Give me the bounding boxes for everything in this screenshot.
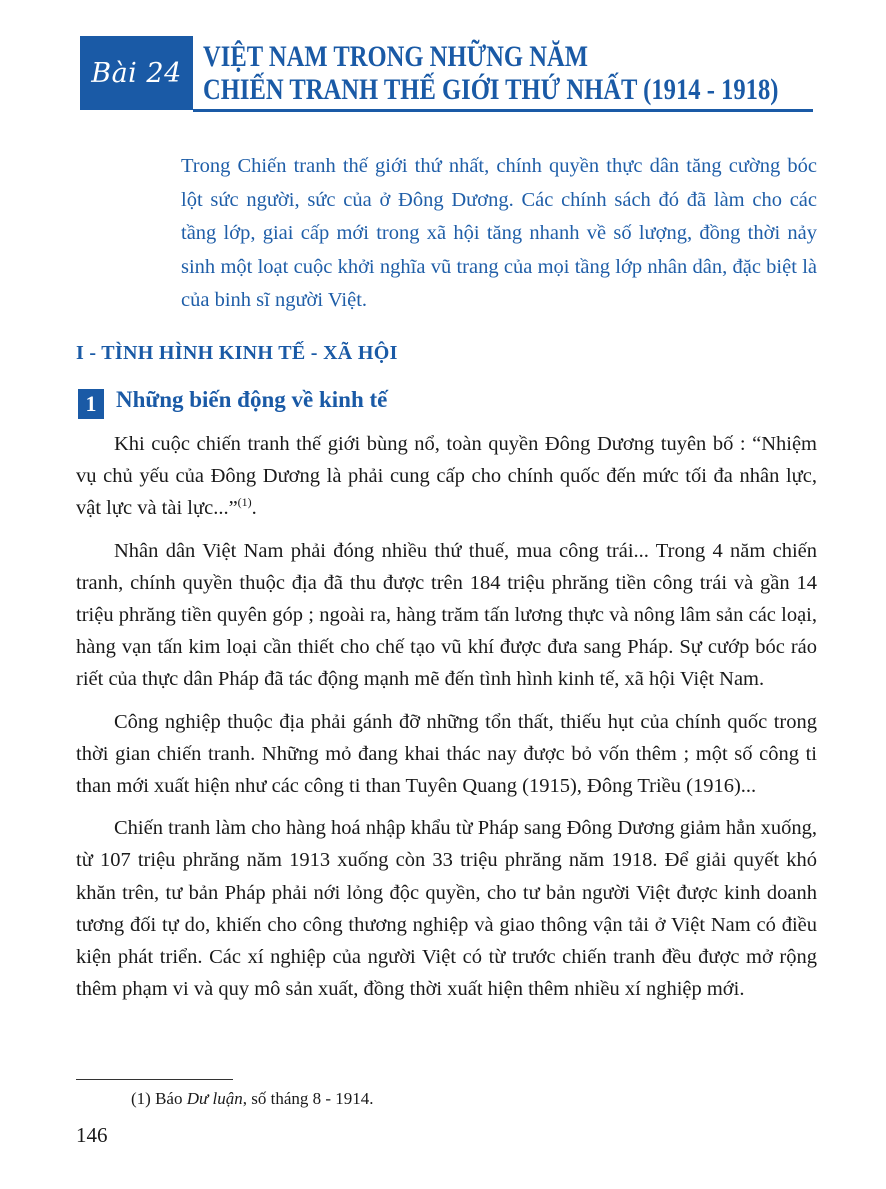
lesson-title-line-2: CHIẾN TRANH THẾ GIỚI THỨ NHẤT (1914 - 1918) xyxy=(203,73,779,106)
lesson-badge: Bài 24 xyxy=(80,36,193,110)
section-heading: I - TÌNH HÌNH KINH TẾ - XÃ HỘI xyxy=(76,342,398,364)
subsection-number: 1 xyxy=(78,389,104,419)
subsection-title: Những biến động về kinh tế xyxy=(116,387,388,412)
body-text xyxy=(76,428,817,1015)
page-number: 146 xyxy=(76,1123,108,1147)
paragraph: Chiến tranh làm cho hàng hoá nhập khẩu từ Pháp sang Đông Dương giảm hẳn xuống, từ 107 triệu phrăng năm 1913 xuống còn 33 triệu phrăng năm 1918. Để giải quyết khó khăn trên, tư bản Pháp phải nới lỏng độc quyền, cho tư bản người Việt được kinh doanh tương đối tự do, khiến cho công thương nghiệp và giao thông vận tải ở Việt Nam có điều kiện phát triển. Các xí nghiệp của người Việt có từ trước chiến tranh đều được mở rộng thêm phạm vi và quy mô sản xuất, đồng thời xuất hiện thêm nhiều xí nghiệp mới. xyxy=(76,817,817,1001)
paragraph: Công nghiệp thuộc địa phải gánh đỡ những tổn thất, thiếu hụt của chính quốc trong thời gian chiến tranh. Những mỏ đang khai thác nay được bỏ vốn thêm ; một số công ti than mới xuất hiện như các công ti than Tuyên Quang (1915), Đông Triều (1916)... xyxy=(76,710,817,798)
footnote xyxy=(131,1089,374,1109)
paragraph xyxy=(76,428,817,525)
footnote-reference[interactable]: (1) xyxy=(237,495,252,510)
paragraph-end: . xyxy=(251,497,257,520)
intro-text: Trong Chiến tranh thế giới thứ nhất, chính quyền thực dân tăng cường bóc lột sức người, sức của ở Đông Dương. Các chính sách đó đã làm cho các tầng lớp, giai cấp mới trong xã hội tăng nhanh về số lượng, đồng thời nảy sinh một loạt cuộc khởi nghĩa vũ trang của mọi tầng lớp nhân dân, đặc biệt là của binh sĩ người Việt. xyxy=(181,155,817,311)
paragraph: Nhân dân Việt Nam phải đóng nhiều thứ thuế, mua công trái... Trong 4 năm chiến tranh, chính quyền thuộc địa đã thu được trên 184 triệu phrăng tiền công trái và gần 14 triệu phrăng tiền quyên góp ; ngoài ra, hàng trăm tấn lương thực và nông lâm sản các loại, hàng vạn tấn kim loại cần thiết cho chế tạo vũ khí được đưa sang Pháp. Sự cướp bóc ráo riết của thực dân Pháp đã tác động mạnh mẽ đến tình hình kinh tế, xã hội Việt Nam. xyxy=(76,539,817,691)
lesson-title-line-1: VIỆT NAM TRONG NHỮNG NĂM xyxy=(203,40,588,73)
title-underline xyxy=(193,109,813,112)
footnote-detail: , số tháng 8 - 1914. xyxy=(242,1089,374,1108)
lesson-intro xyxy=(181,150,817,318)
paragraph-text: Khi cuộc chiến tranh thế giới bùng nổ, toàn quyền Đông Dương tuyên bố : “Nhiệm vụ chủ yếu của Đông Dương là phải cung cấp cho chính quốc đến mức tối đa nhân lực, vật lực và tài lực...” xyxy=(76,433,817,520)
footnote-source: Dư luận xyxy=(186,1089,243,1108)
footnote-marker: (1) Báo xyxy=(131,1089,187,1108)
footnote-divider xyxy=(76,1079,233,1080)
